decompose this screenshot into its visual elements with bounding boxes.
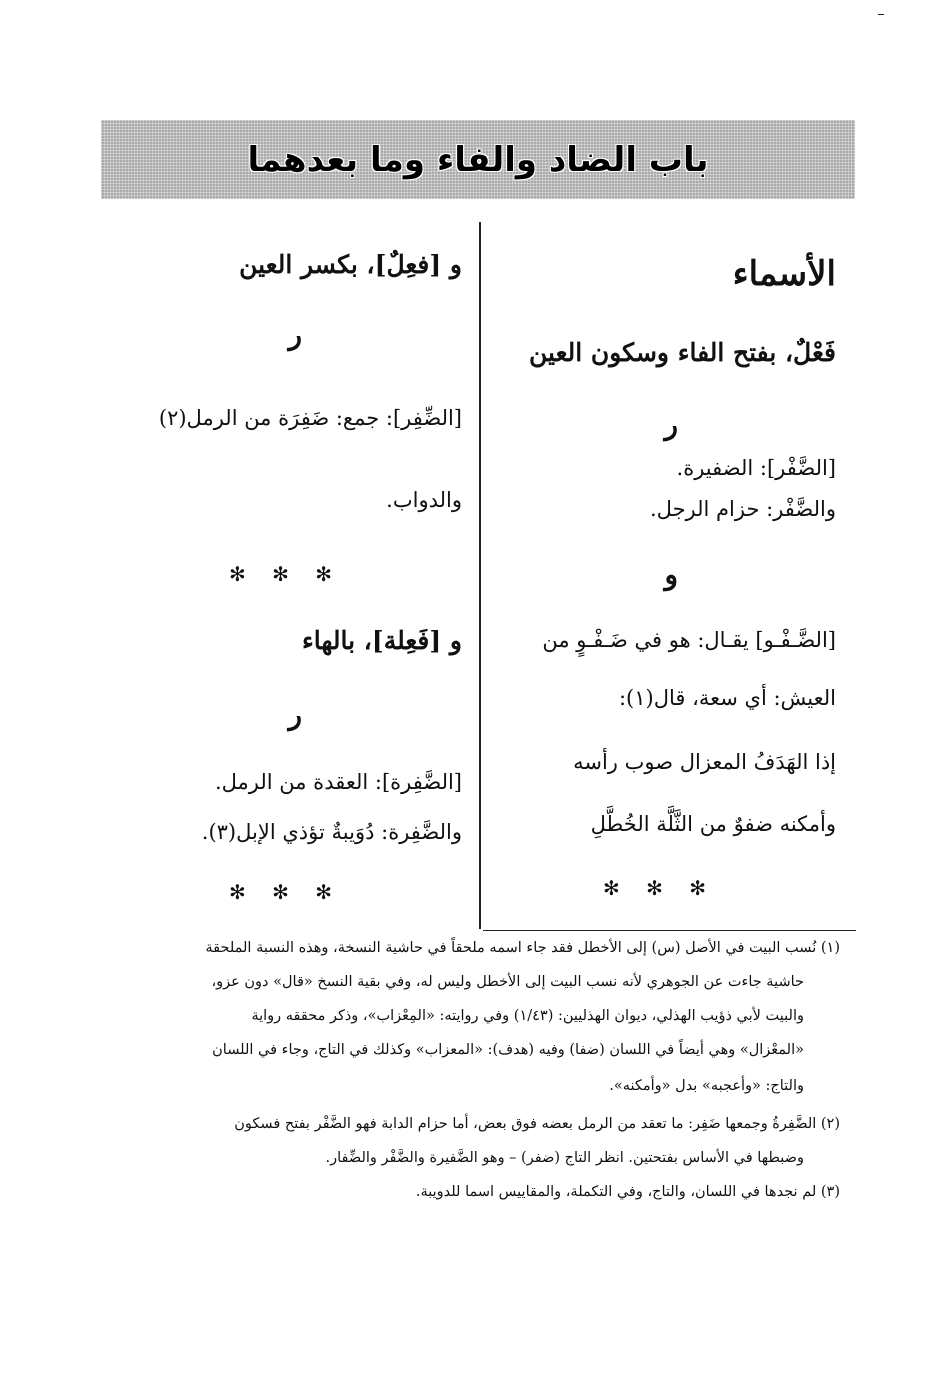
footnote-line: حاشية جاءت عن الجوهري لأنه نسب البيت إلى الأخطل وليس له، وفي بقية النسخ «قال» دون عزو، — [211, 974, 804, 990]
letter-heading-r: ر — [288, 698, 302, 731]
footnote-line: «المعْزال» وهي أيضاً في اللسان (ضفا) وفيه (هدف): «المعزاب» وكذلك في التاج، وجاء في اللسان — [212, 1042, 804, 1058]
letter-heading-w: و — [664, 558, 678, 591]
letter-heading-r: ر — [288, 318, 302, 351]
letter-heading-r: ر — [664, 408, 678, 441]
verse-line: وأمكنه ضفوٌ من الثَّلَّة الخُطَّلِ — [590, 812, 836, 836]
chapter-header-bar — [101, 120, 855, 199]
entry-line: [الضَّـفْـو] يقـال: هو في ضَـفْـوٍ من — [542, 628, 836, 652]
footnote-line: (٣) لم نجدها في اللسان، والتاج، وفي التكملة، والمقاييس اسما للدويبة. — [415, 1184, 840, 1200]
footnote-line: (٢) الضَّفِرةُ وجمعها ضَفِر: ما تعقد من الرمل بعضه فوق بعض، أما حزام الدابة فهو الضَّفْر بفتح فسكون — [234, 1116, 840, 1132]
pattern-heading: فَعْلٌ، بفتح الفاء وسكون العين — [529, 338, 836, 367]
entry-line: [الضِّفِر]: جمع: ضَفِرَة من الرمل(٢) — [158, 406, 462, 430]
pattern-heading: و [فعِلٌ]، بكسر العين — [239, 250, 462, 279]
entry-line: والدواب. — [386, 488, 462, 512]
pattern-heading: و [فَعِلة]، بالهاء — [302, 626, 462, 655]
footnote-line: وضبطها في الأساس بفتحتين. انظر التاج (ضفر) – وهو الضَّفيرة والضَّفْر والضِّفار. — [325, 1150, 804, 1166]
section-heading: الأسماء — [732, 254, 836, 294]
footnote-rule — [483, 930, 856, 931]
footnote-line: والبيت لأبي ذؤيب الهذلي، ديوان الهذليين: (١/٤٣) وفي روايته: «المِعْزاب»، وذكر محققه رواية — [251, 1008, 804, 1024]
chapter-title: باب الضاد والفاء وما بعدهما — [247, 139, 709, 180]
section-separator-stars: ✻ ✻ ✻ — [229, 880, 342, 904]
verse-line: إذا الهَدَفُ المعزال صوب رأسه — [573, 750, 836, 774]
entry-line: العيش: أي سعة، قال(١): — [618, 686, 836, 710]
section-separator-stars: ✻ ✻ ✻ — [229, 562, 342, 586]
entry-line: والضَّفْر: حزام الرجل. — [649, 497, 836, 521]
column-divider — [479, 222, 481, 929]
entry-line: [الضَّفِرة]: العقدة من الرمل. — [214, 770, 462, 794]
entry-line: [الضَّفْر]: الضفيرة. — [676, 456, 836, 480]
page-corner-mark — [878, 14, 884, 15]
section-separator-stars: ✻ ✻ ✻ — [603, 876, 716, 900]
entry-line: والضَّفِرة: دُوَيبةٌ تؤذي الإبل(٣). — [201, 820, 462, 844]
footnote-line: والتاج: «وأعجبه» بدل «وأمكنه». — [609, 1078, 804, 1094]
footnote-line: (١) نُسب البيت في الأصل (س) إلى الأخطل فقد جاء اسمه ملحقاً في حاشية النسخة، وهذه النسبة الملحقة — [205, 940, 840, 956]
